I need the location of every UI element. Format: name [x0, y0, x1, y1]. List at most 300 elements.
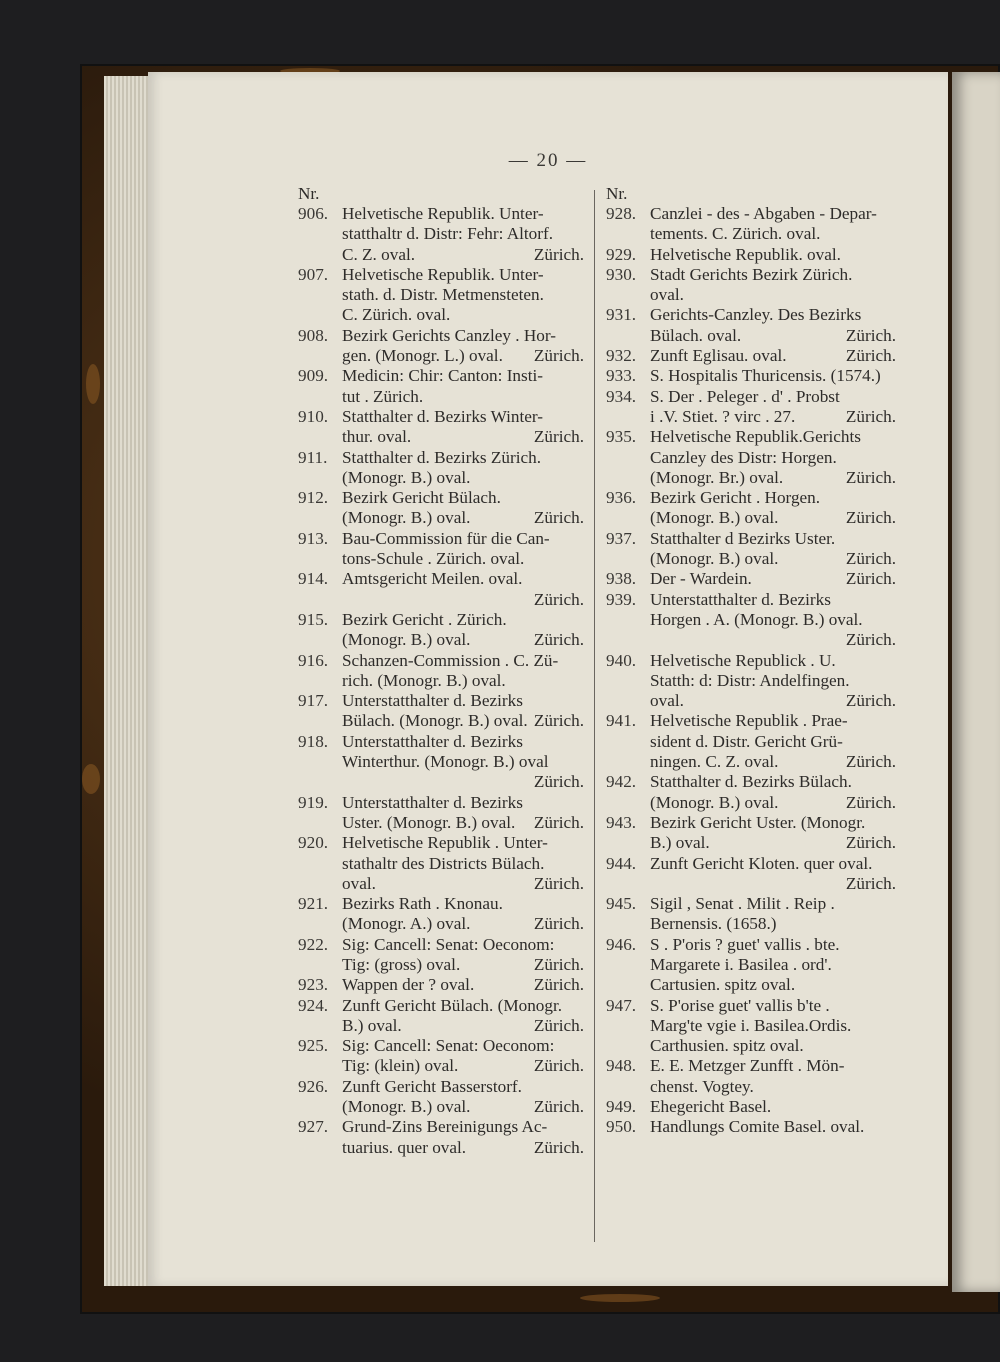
book-page [148, 72, 948, 1286]
entry-place: Zürich. [533, 1097, 584, 1117]
entry-line [342, 772, 584, 792]
entry-description: Sig: Cancell: Senat: Oeconom: [342, 934, 555, 954]
entry-text [342, 996, 584, 1037]
catalog-entry [606, 366, 896, 386]
entry-place: Zürich. [845, 406, 896, 426]
entry-number: 916. [298, 650, 329, 670]
entry-line [342, 1036, 584, 1056]
entry-line [650, 407, 896, 427]
entry-description: (Monogr. Br.) oval. [650, 467, 784, 487]
entry-text [650, 305, 896, 346]
entry-number: 908. [298, 325, 329, 345]
entry-description: stathaltr des Districts Bülach. [342, 853, 545, 873]
entry-line [650, 265, 896, 285]
entry-description: Bau-Commission für die Can- [342, 528, 550, 548]
catalog-entry [298, 793, 584, 834]
entry-place: Zürich. [533, 244, 584, 264]
entry-line [650, 691, 896, 711]
entry-text [342, 448, 584, 489]
entry-number: 936. [606, 488, 637, 508]
entry-description: Tig: (gross) oval. [342, 954, 461, 974]
entry-description: Bernensis. (1658.) [650, 914, 777, 934]
marble-spot [580, 1294, 660, 1302]
catalog-entry [606, 204, 896, 245]
entry-description: (Monogr. B.) oval. [650, 508, 779, 528]
catalog-entry [298, 366, 584, 407]
entry-line [650, 833, 896, 853]
entry-line [650, 671, 896, 691]
entry-number: 937. [606, 528, 637, 548]
entry-line [342, 366, 584, 386]
column-divider [594, 190, 595, 1242]
entry-line [342, 590, 584, 610]
entry-line [650, 813, 896, 833]
entry-text [342, 488, 584, 529]
entry-description: Helvetische Republik. Unter- [342, 204, 544, 223]
entry-text [342, 569, 584, 610]
entry-description: (Monogr. A.) oval. [342, 914, 471, 934]
entry-text [342, 265, 584, 326]
entry-description: (Monogr. B.) oval. [342, 1097, 471, 1117]
entry-description: Bezirk Gericht . Horgen. [650, 488, 821, 508]
entry-number: 943. [606, 812, 637, 832]
entry-line [342, 691, 584, 711]
entry-text [342, 975, 584, 995]
entry-place: Zürich. [533, 508, 584, 528]
entry-number: 927. [298, 1117, 329, 1137]
entry-description: Helvetische Republik. Unter- [342, 264, 544, 284]
entry-description: Helvetische Republik . Prae- [650, 711, 848, 731]
entry-number: 929. [606, 244, 637, 264]
entry-place: Zürich. [845, 833, 896, 853]
catalog-entry [606, 265, 896, 306]
entry-text [650, 265, 896, 306]
entry-description: oval. [650, 285, 684, 305]
entry-text [342, 894, 584, 935]
entry-number: 948. [606, 1056, 637, 1076]
entry-line [650, 651, 896, 671]
entry-line [342, 1097, 584, 1117]
catalog-entry [606, 813, 896, 854]
entry-text [342, 935, 584, 976]
entry-text [650, 651, 896, 712]
entry-description: (Monogr. B.) oval. [650, 792, 779, 812]
entry-description: B.) oval. [342, 1015, 402, 1035]
entry-line [650, 468, 896, 488]
entry-place: Zürich. [845, 630, 896, 650]
entry-line [650, 711, 896, 731]
entry-line [650, 387, 896, 407]
entry-text [342, 1077, 584, 1118]
entry-number: 939. [606, 589, 637, 609]
entry-line [650, 752, 896, 772]
entry-line [342, 711, 584, 731]
entry-description: Helvetische Republik . Unter- [342, 833, 548, 853]
entry-line [650, 1117, 896, 1137]
entry-text [650, 894, 896, 935]
entry-line [342, 752, 584, 772]
entry-description: Marg'te vgie i. Basilea.Ordis. [650, 1015, 852, 1035]
entry-description: Winterthur. (Monogr. B.) oval [342, 752, 549, 772]
entry-number: 932. [606, 346, 637, 366]
entry-description: i .V. Stiet. ? virc . 27. [650, 406, 796, 426]
entry-line [650, 590, 896, 610]
entry-line [342, 468, 584, 488]
entry-description: oval. [650, 691, 684, 711]
entry-description: Sig: Cancell: Senat: Oeconom: [342, 1036, 555, 1056]
entry-line [342, 326, 584, 346]
catalog-entry [606, 590, 896, 651]
entry-place: Zürich. [533, 630, 584, 650]
entry-description: Stadt Gerichts Bezirk Zürich. [650, 264, 853, 284]
entry-text [650, 1117, 896, 1137]
entry-text [650, 590, 896, 651]
entry-description: Zunft Gericht Kloten. quer oval. [650, 853, 873, 873]
entry-number: 923. [298, 975, 329, 995]
entry-description: Grund-Zins Bereinigungs Ac- [342, 1117, 548, 1137]
entry-line [650, 549, 896, 569]
entry-text [342, 204, 584, 265]
entry-description: Statth: d: Distr: Andelfingen. [650, 670, 850, 690]
catalog-entry [298, 1117, 584, 1158]
entry-text [342, 833, 584, 894]
entry-place: Zürich. [845, 691, 896, 711]
catalog-entry [298, 975, 584, 995]
entry-description: S. P'orise guet' vallis b'te . [650, 995, 830, 1015]
entry-line [342, 1016, 584, 1036]
entry-number: 934. [606, 386, 637, 406]
entry-number: 919. [298, 792, 329, 812]
entry-number: 945. [606, 894, 637, 914]
entry-line [650, 955, 896, 975]
entry-description: tements. C. Zürich. oval. [650, 224, 821, 244]
entry-line [650, 326, 896, 346]
entry-line [342, 1056, 584, 1076]
entry-line [650, 630, 896, 650]
entry-description: Carthusien. spitz oval. [650, 1036, 804, 1056]
entry-line [650, 1077, 896, 1097]
entry-description: Medicin: Chir: Canton: Insti- [342, 366, 543, 386]
entry-line [650, 508, 896, 528]
entry-number: 906. [298, 204, 329, 223]
entry-description: Canzley des Distr: Horgen. [650, 447, 837, 467]
entry-number: 949. [606, 1097, 637, 1117]
entry-line [342, 529, 584, 549]
entry-line [342, 569, 584, 589]
entry-number: 909. [298, 366, 329, 386]
catalog-entry [606, 346, 896, 366]
entry-number: 915. [298, 609, 329, 629]
entry-place: Zürich. [533, 914, 584, 934]
entry-place: Zürich. [845, 569, 896, 589]
catalog-entry [298, 448, 584, 489]
catalog-entry [606, 711, 896, 772]
entry-text [650, 935, 896, 996]
entry-line [650, 448, 896, 468]
catalog-entry [606, 569, 896, 589]
entry-description: S. Hospitalis Thuricensis. (1574.) [650, 366, 881, 386]
entry-line [342, 448, 584, 468]
entry-description: Bülach. oval. [650, 325, 742, 345]
catalog-entry [606, 935, 896, 996]
entry-description: Helvetische Republick . U. [650, 650, 836, 670]
entry-text [342, 407, 584, 448]
catalog-entry [606, 1097, 896, 1117]
entry-description: Unterstatthalter d. Bezirks [650, 589, 831, 609]
catalog-entry [298, 935, 584, 976]
entry-line [650, 1036, 896, 1056]
entry-text [342, 529, 584, 570]
entry-number: 926. [298, 1076, 329, 1096]
entry-description: Wappen der ? oval. [342, 975, 475, 995]
entry-text [650, 854, 896, 895]
entry-text [650, 813, 896, 854]
entry-number: 930. [606, 264, 637, 284]
entry-description: B.) oval. [650, 833, 710, 853]
nr-heading: Nr. [298, 184, 320, 203]
catalog-entry [606, 529, 896, 570]
entry-line [342, 955, 584, 975]
catalog-entry [606, 894, 896, 935]
entry-description: tut . Zürich. [342, 386, 424, 406]
entry-number: 933. [606, 366, 637, 386]
page-edges [104, 76, 152, 1286]
entry-description: Cartusien. spitz oval. [650, 975, 796, 995]
catalog-entry [606, 427, 896, 488]
entry-description: Zunft Gericht Bülach. (Monogr. [342, 995, 563, 1015]
entry-line [342, 407, 584, 427]
entry-description: S. Der . Peleger . d' . Probst [650, 386, 840, 406]
entry-description: chenst. Vogtey. [650, 1076, 754, 1096]
catalog-entry [606, 1056, 896, 1097]
entry-line [650, 854, 896, 874]
catalog-entry [606, 854, 896, 895]
entry-line [650, 1056, 896, 1076]
entry-description: Sigil , Senat . Milit . Reip . [650, 894, 835, 914]
left-column [298, 184, 584, 1158]
entry-place: Zürich. [533, 975, 584, 995]
catalog-entry [606, 488, 896, 529]
entry-text [342, 1117, 584, 1158]
entry-line [650, 996, 896, 1016]
entry-description: Unterstatthalter d. Bezirks [342, 792, 523, 812]
catalog-entry [298, 1077, 584, 1118]
entry-line [650, 793, 896, 813]
entry-description: (Monogr. B.) oval. [650, 549, 779, 569]
entry-place: Zürich. [845, 549, 896, 569]
entry-text [650, 772, 896, 813]
entry-description: Amtsgericht Meilen. oval. [342, 569, 523, 589]
entry-line [650, 346, 896, 366]
catalog-entry [298, 326, 584, 367]
entry-text [650, 346, 896, 366]
catalog-entry [298, 651, 584, 692]
catalog-entry [298, 407, 584, 448]
entry-line [650, 914, 896, 934]
catalog-entry [298, 265, 584, 326]
entry-line [342, 387, 584, 407]
entry-number: 907. [298, 264, 329, 284]
entry-text [342, 1036, 584, 1077]
entry-number: 917. [298, 691, 329, 711]
entry-place: Zürich. [845, 325, 896, 345]
entry-description: S . P'oris ? guet' vallis . bte. [650, 934, 840, 954]
entry-number: 920. [298, 833, 329, 853]
entry-description: stath. d. Distr. Metmensteten. [342, 285, 544, 305]
entry-description: Helvetische Republik.Gerichts [650, 427, 861, 447]
entry-number: 944. [606, 853, 637, 873]
catalog-entry [606, 772, 896, 813]
entry-place: Zürich. [533, 427, 584, 447]
entry-description: Der - Wardein. [650, 569, 752, 589]
catalog-entry [298, 732, 584, 793]
catalog-entry [298, 569, 584, 610]
entry-description: Schanzen-Commission . C. Zü- [342, 650, 559, 670]
catalog-entry [298, 996, 584, 1037]
entry-number: 935. [606, 427, 637, 447]
entry-text [342, 610, 584, 651]
page-number: — 20 — [508, 150, 588, 171]
catalog-entry [606, 387, 896, 428]
entry-text [650, 387, 896, 428]
entry-place: Zürich. [533, 812, 584, 832]
entry-line [342, 610, 584, 630]
entry-description: C. Zürich. oval. [342, 305, 451, 325]
entry-number: 947. [606, 995, 637, 1015]
entry-line [650, 245, 896, 265]
entry-number: 950. [606, 1117, 637, 1137]
entry-place: Zürich. [533, 954, 584, 974]
entry-text [650, 488, 896, 529]
entry-line [650, 529, 896, 549]
entry-number: 946. [606, 934, 637, 954]
entry-text [342, 691, 584, 732]
entry-number: 942. [606, 772, 637, 792]
entry-number: 922. [298, 934, 329, 954]
entry-place: Zürich. [845, 508, 896, 528]
entry-description: Unterstatthalter d. Bezirks [342, 731, 523, 751]
catalog-entry [606, 1117, 896, 1137]
catalog-entry [606, 245, 896, 265]
entry-number: 938. [606, 569, 637, 589]
entry-place: Zürich. [845, 346, 896, 366]
catalog-entry [298, 204, 584, 265]
entry-description: Gerichts-Canzley. Des Bezirks [650, 305, 862, 325]
entry-line [342, 1138, 584, 1158]
entry-place: Zürich. [533, 1056, 584, 1076]
entry-list [606, 204, 896, 1138]
entry-line [650, 894, 896, 914]
entry-description: oval. [342, 873, 376, 893]
entry-number: 918. [298, 731, 329, 751]
entry-place: Zürich. [845, 467, 896, 487]
entry-text [342, 732, 584, 793]
entry-description: Bezirk Gericht Uster. (Monogr. [650, 812, 866, 832]
entry-description: Canzlei - des - Abgaben - Depar- [650, 204, 877, 223]
entry-place: Zürich. [845, 752, 896, 772]
entry-description: rich. (Monogr. B.) oval. [342, 670, 506, 690]
entry-line [650, 610, 896, 630]
catalog-entry [298, 833, 584, 894]
entry-line [342, 508, 584, 528]
entry-line [342, 813, 584, 833]
entry-line [650, 305, 896, 325]
entry-number: 921. [298, 894, 329, 914]
entry-text [650, 1097, 896, 1117]
entry-number: 941. [606, 711, 637, 731]
facing-page-edge [952, 72, 1000, 1292]
entry-place: Zürich. [533, 589, 584, 609]
entry-line [342, 285, 584, 305]
entry-line [342, 732, 584, 752]
entry-line [342, 549, 584, 569]
entry-line [650, 569, 896, 589]
catalog-entry [606, 305, 896, 346]
entry-line [342, 630, 584, 650]
entry-description: tuarius. quer oval. [342, 1137, 467, 1157]
entry-description: ningen. C. Z. oval. [650, 752, 779, 772]
entry-description: Zunft Eglisau. oval. [650, 346, 787, 366]
entry-text [342, 651, 584, 692]
entry-line [342, 833, 584, 853]
entry-line [342, 651, 584, 671]
right-column [606, 184, 896, 1138]
entry-number: 913. [298, 528, 329, 548]
entry-line [650, 772, 896, 792]
entry-description: gen. (Monogr. L.) oval. [342, 346, 503, 366]
entry-place: Zürich. [533, 711, 584, 731]
entry-description: Statthalter d. Bezirks Winter- [342, 406, 544, 426]
entry-description: Uster. (Monogr. B.) oval. [342, 812, 516, 832]
marble-spot [82, 764, 100, 794]
entry-description: Margarete i. Basilea . ord'. [650, 954, 832, 974]
entry-place: Zürich. [533, 1137, 584, 1157]
entry-line [342, 996, 584, 1016]
entry-number: 925. [298, 1036, 329, 1056]
entry-line [342, 1077, 584, 1097]
entry-description: Statthalter d. Bezirks Zürich. [342, 447, 542, 467]
entry-description: Bülach. (Monogr. B.) oval. [342, 711, 528, 731]
entry-place: Zürich. [533, 1015, 584, 1035]
entry-list [298, 204, 584, 1158]
entry-line [342, 265, 584, 285]
entry-number: 911. [298, 447, 328, 467]
catalog-entry [298, 488, 584, 529]
entry-line [650, 935, 896, 955]
entry-number: 914. [298, 569, 329, 589]
entry-text [342, 326, 584, 367]
entry-description: Zunft Gericht Basserstorf. [342, 1076, 522, 1096]
entry-line [342, 894, 584, 914]
entry-description: tons-Schule . Zürich. oval. [342, 549, 525, 569]
entry-description: E. E. Metzger Zunfft . Mön- [650, 1056, 845, 1076]
entry-description: Statthalter d. Bezirks Bülach. [650, 772, 852, 792]
entry-line [342, 245, 584, 265]
entry-line [342, 224, 584, 244]
entry-text [650, 1056, 896, 1097]
entry-description: C. Z. oval. [342, 244, 416, 264]
entry-number: 912. [298, 488, 329, 508]
entry-description: Horgen . A. (Monogr. B.) oval. [650, 609, 863, 629]
entry-line [342, 488, 584, 508]
entry-line [342, 427, 584, 447]
entry-number: 940. [606, 650, 637, 670]
entry-text [650, 245, 896, 265]
entry-text [650, 204, 896, 245]
nr-heading: Nr. [606, 184, 628, 203]
catalog-entry [298, 1036, 584, 1077]
entry-line [650, 224, 896, 244]
